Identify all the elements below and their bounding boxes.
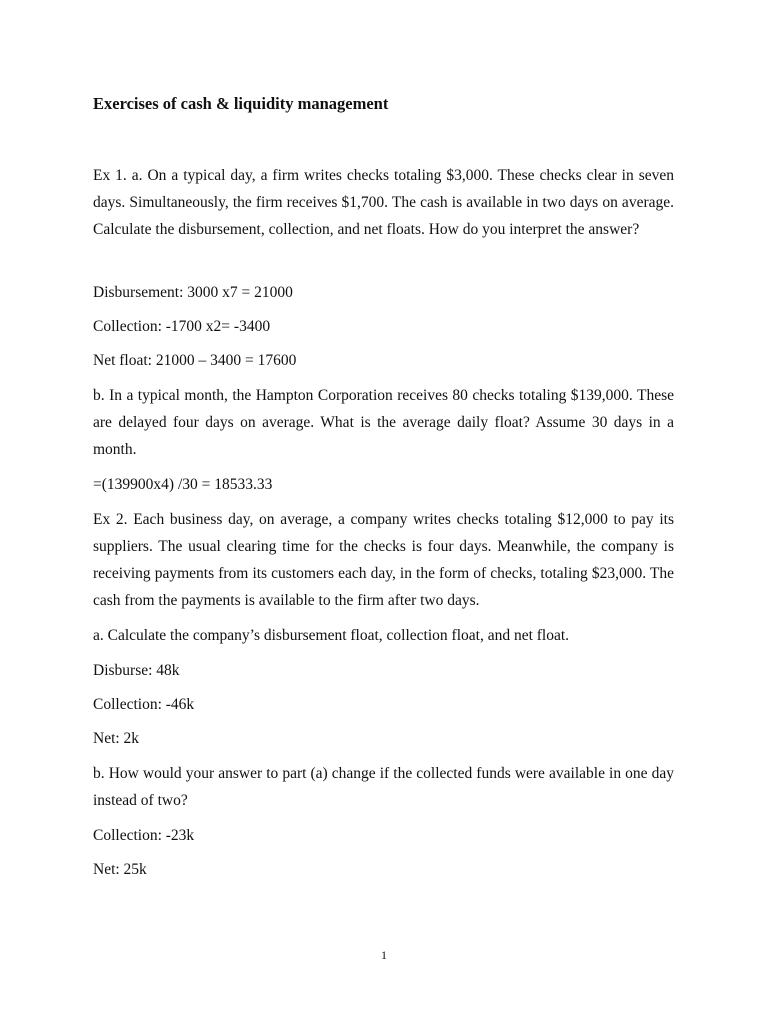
ex1-net-float-answer: Net float: 21000 – 3400 = 17600 <box>93 352 297 369</box>
ex2-question-b: b. How would your answer to part (a) change if the collected funds were available in one day instead of two? <box>93 765 674 809</box>
ex1-disbursement-answer: Disbursement: 3000 x7 = 21000 <box>93 284 293 301</box>
ex2-question-a: a. Calculate the company’s disbursement float, collection float, and net float. <box>93 627 570 644</box>
document-title: Exercises of cash & liquidity management <box>93 94 389 113</box>
ex2-intro: Ex 2. Each business day, on average, a company writes checks totaling $12,000 to pay its suppliers. The usual clearing time for the checks is four days. Meanwhile, the company is receiving payments from its customers each day, in the form of checks, totaling $23,000. The cash from the payments is available to the firm after two days. <box>93 511 674 609</box>
ex1-question-a: Ex 1. a. On a typical day, a firm writes checks totaling $3,000. These checks clear in seven days. Simultaneously, the firm receives $1,700. The cash is available in two days on average. Calculate the disbursement, collection, and net floats. How do you interpret the answer? <box>93 167 674 238</box>
ex2-net-b-answer: Net: 25k <box>93 861 147 878</box>
ex1-question-b: b. In a typical month, the Hampton Corporation receives 80 checks totaling $139,000. These are delayed four days on average. What is the average daily float? Assume 30 days in a month. <box>93 387 674 458</box>
ex2-net-answer: Net: 2k <box>93 730 140 747</box>
ex1-answer-b: =(139900x4) /30 = 18533.33 <box>93 476 273 493</box>
ex2-collection-answer: Collection: -46k <box>93 696 195 713</box>
page-number: 1 <box>381 948 387 962</box>
ex2-disburse-answer: Disburse: 48k <box>93 662 180 679</box>
ex1-collection-answer: Collection: -1700 x2= -3400 <box>93 318 271 335</box>
ex2-collection-b-answer: Collection: -23k <box>93 827 195 844</box>
